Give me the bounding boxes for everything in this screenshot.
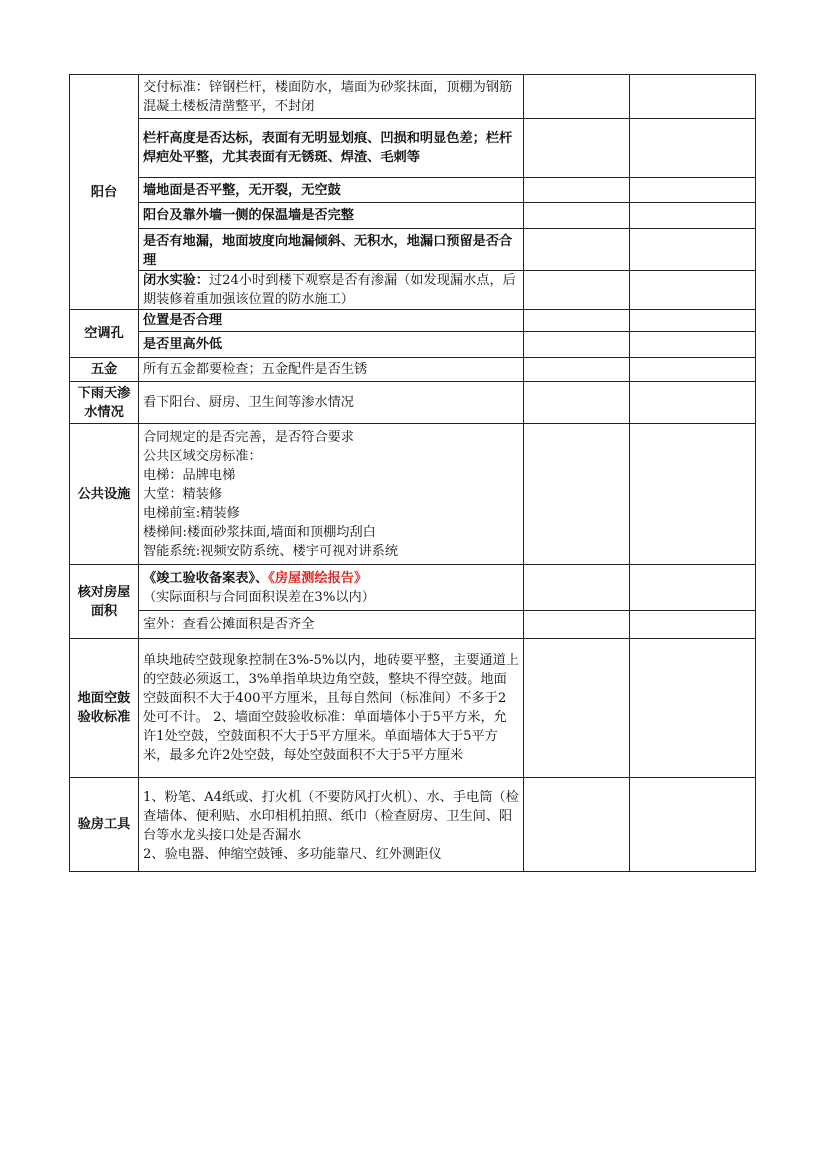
blank-cell[interactable] [630, 203, 756, 229]
wall-floor-check-text: 墙地面是否平整，无开裂，无空鼓 [139, 178, 524, 203]
table-row [70, 203, 756, 229]
separator: 、 [255, 570, 269, 586]
table-row [70, 382, 756, 424]
blank-cell[interactable] [630, 229, 756, 271]
ac-position-text: 位置是否合理 [139, 310, 524, 332]
blank-cell[interactable] [630, 382, 756, 424]
hardware-text: 所有五金都要检查；五金配件是否生锈 [139, 358, 524, 382]
blank-cell[interactable] [524, 119, 630, 178]
railing-check-text: 栏杆高度是否达标，表面有无明显划痕、凹损和明显色差；栏杆焊疤处平整，尤其表面有无锈斑、焊渣、毛刺等 [139, 119, 524, 178]
insulation-check-text: 阳台及靠外墙一侧的保温墙是否完整 [139, 203, 524, 229]
floor-drain-check-text: 是否有地漏，地面坡度向地漏倾斜、无积水，地漏口预留是否合理 [139, 229, 524, 271]
table-row [70, 565, 756, 611]
blank-cell[interactable] [630, 639, 756, 778]
shared-area-text: 室外：查看公摊面积是否齐全 [139, 611, 524, 639]
blank-cell[interactable] [524, 75, 630, 119]
blank-cell[interactable] [524, 203, 630, 229]
delivery-standard-text: 交付标准：锌钢栏杆，楼面防水，墙面为砂浆抹面，顶棚为钢筋混凝土楼板清凿整平，不封闭 [139, 75, 524, 119]
public-line: 公共区域交房标准： [143, 448, 262, 464]
blank-cell[interactable] [524, 178, 630, 203]
blank-cell[interactable] [524, 358, 630, 382]
blank-cell[interactable] [630, 358, 756, 382]
tools-line-1: 1、粉笔、A4纸或、打火机（不要防风打火机）、水、手电筒（检查墙体、便利贴、水印相机拍照、纸巾（检查厨房、卫生间、阳台等水龙头接口处是否漏水 [143, 790, 519, 843]
blank-cell[interactable] [630, 75, 756, 119]
category-public-facilities: 公共设施 [70, 424, 139, 565]
category-area-check: 核对房屋面积 [70, 565, 139, 639]
blank-cell[interactable] [630, 565, 756, 611]
category-rain-leak: 下雨天渗水情况 [70, 382, 139, 424]
public-facilities-text [139, 424, 524, 565]
blank-cell[interactable] [524, 424, 630, 565]
blank-cell[interactable] [630, 178, 756, 203]
category-tools: 验房工具 [70, 778, 139, 872]
table-row [70, 639, 756, 778]
blank-cell[interactable] [524, 778, 630, 872]
blank-cell[interactable] [524, 229, 630, 271]
blank-cell[interactable] [524, 332, 630, 358]
completion-record-doc: 《竣工验收备案表》 [143, 570, 256, 586]
blank-cell[interactable] [524, 639, 630, 778]
area-tolerance-note: （实际面积与合同面积误差在3%以内） [143, 589, 375, 605]
water-test-label: 闭水实验： [143, 273, 209, 288]
table-row [70, 310, 756, 332]
blank-cell[interactable] [524, 382, 630, 424]
table-row [70, 119, 756, 178]
inspection-table [69, 74, 756, 872]
public-line: 合同规定的是否完善，是否符合要求 [143, 429, 354, 445]
blank-cell[interactable] [524, 310, 630, 332]
table-row [70, 611, 756, 639]
water-test-text: 过24小时到楼下观察是否有渗漏（如发现漏水点，后期装修着重加强该位置的防水施工） [143, 273, 516, 307]
public-line: 大堂：精装修 [143, 486, 223, 502]
blank-cell[interactable] [524, 611, 630, 639]
blank-cell[interactable] [524, 565, 630, 611]
hollow-standard-text: 单块地砖空鼓现象控制在3%-5%以内，地砖要平整，主要通道上的空鼓必须返工，3%单指单块边角空鼓，整块不得空鼓。地面空鼓面积不大于400平方厘米，且每自然间（标准间）不多于2处可不计。 2、墙面空鼓验收标准：单面墙体小于5平方米，允许1处空鼓，空鼓面积不大于5平方厘米。单面墙体大于5平方米，最多允许2处空鼓，每处空鼓面积不大于5平方厘米 [139, 639, 524, 778]
tools-text [139, 778, 524, 872]
table-row [70, 332, 756, 358]
blank-cell[interactable] [630, 332, 756, 358]
rain-leak-text: 看下阳台、厨房、卫生间等渗水情况 [139, 382, 524, 424]
public-line: 电梯：品牌电梯 [143, 467, 236, 483]
blank-cell[interactable] [630, 611, 756, 639]
table-row [70, 229, 756, 271]
table-row [70, 424, 756, 565]
category-hardware: 五金 [70, 358, 139, 382]
blank-cell[interactable] [630, 310, 756, 332]
water-closing-test [139, 271, 524, 310]
public-line: 智能系统:视频安防系统、楼宇可视对讲系统 [143, 543, 399, 559]
table-row [70, 271, 756, 310]
table-row [70, 778, 756, 872]
public-line: 楼梯间:楼面砂浆抹面,墙面和顶棚均刮白 [143, 524, 376, 540]
category-balcony: 阳台 [70, 75, 139, 310]
category-ac-hole: 空调孔 [70, 310, 139, 358]
blank-cell[interactable] [630, 119, 756, 178]
blank-cell[interactable] [630, 271, 756, 310]
tools-line-2: 2、验电器、伸缩空鼓锤、多功能靠尺、红外测距仪 [143, 847, 442, 862]
public-line: 电梯前室:精装修 [143, 505, 240, 521]
table-row [70, 75, 756, 119]
blank-cell[interactable] [630, 424, 756, 565]
table-row [70, 358, 756, 382]
ac-slope-text: 是否里高外低 [139, 332, 524, 358]
area-documents [139, 565, 524, 611]
blank-cell[interactable] [630, 778, 756, 872]
survey-report-doc: 《房屋测绘报告》 [268, 570, 368, 586]
blank-cell[interactable] [524, 271, 630, 310]
table-row [70, 178, 756, 203]
category-hollow-floor: 地面空鼓验收标准 [70, 639, 139, 778]
